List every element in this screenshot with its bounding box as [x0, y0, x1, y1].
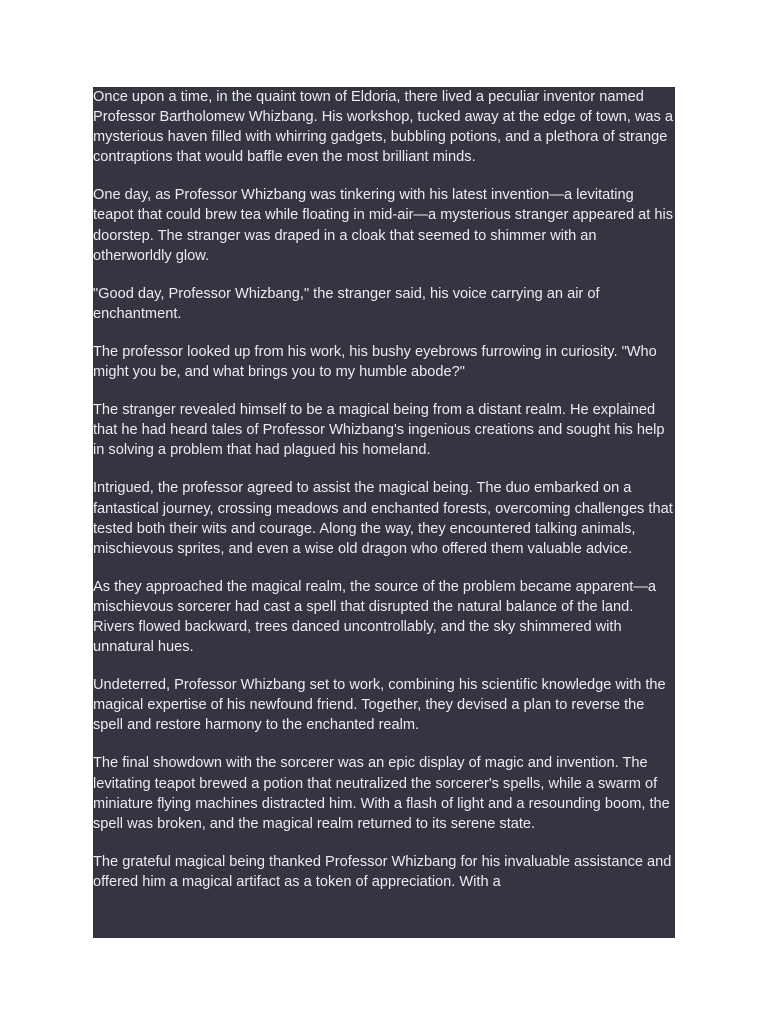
- story-paragraph-7: As they approached the magical realm, the source of the problem became apparent—a mischievous sorcerer had cast a spell that disrupted the natural balance of the land. Rivers flowed backward, trees danced uncontrollably, and the sky shimmered with unnatural hues.: [93, 578, 656, 656]
- story-text: [93, 87, 675, 892]
- story-paragraph-1: Once upon a time, in the quaint town of Eldoria, there lived a peculiar inventor named Professor Bartholomew Whizbang. His workshop, tucked away at the edge of town, was a mysterious haven filled with whirring gadgets, bubbling potions, and a plethora of strange contraptions that would baffle even the most brilliant minds.: [93, 89, 673, 166]
- story-paragraph-9: The final showdown with the sorcerer was an epic display of magic and invention. The levitating teapot brewed a potion that neutralized the sorcerer's spells, while a swarm of miniature flying machines distracted him. With a flash of light and a resounding boom, the spell was broken, and the magical realm returned to its serene state.: [93, 755, 670, 832]
- story-paragraph-3: "Good day, Professor Whizbang," the stranger said, his voice carrying an air of enchantment.: [93, 285, 600, 322]
- story-paragraph-6: Intrigued, the professor agreed to assist the magical being. The duo embarked on a fantastical journey, crossing meadows and enchanted forests, overcoming challenges that tested both their wits and courage. Along the way, they encountered talking animals, mischievous sprites, and even a wise old dragon who offered them valuable advice.: [93, 480, 673, 557]
- story-panel: [93, 87, 675, 938]
- story-paragraph-5: The stranger revealed himself to be a magical being from a distant realm. He explained that he had heard tales of Professor Whizbang's ingenious creations and sought his help in solving a problem that had plagued his homeland.: [93, 402, 665, 459]
- story-paragraph-10: The grateful magical being thanked Professor Whizbang for his invaluable assistance and offered him a magical artifact as a token of appreciation. With a: [93, 853, 672, 890]
- story-paragraph-8: Undeterred, Professor Whizbang set to work, combining his scientific knowledge with the magical expertise of his newfound friend. Together, they devised a plan to reverse the spell and restore harmony to the enchanted realm.: [93, 677, 666, 734]
- story-paragraph-4: The professor looked up from his work, his bushy eyebrows furrowing in curiosity. "Who might you be, and what brings you to my humble abode?": [93, 343, 657, 381]
- story-paragraph-2: One day, as Professor Whizbang was tinkering with his latest invention—a levitating teapot that could brew tea while floating in mid-air—a mysterious stranger appeared at his doorstep. The stranger was draped in a cloak that seemed to shimmer with an otherworldly glow.: [93, 187, 674, 264]
